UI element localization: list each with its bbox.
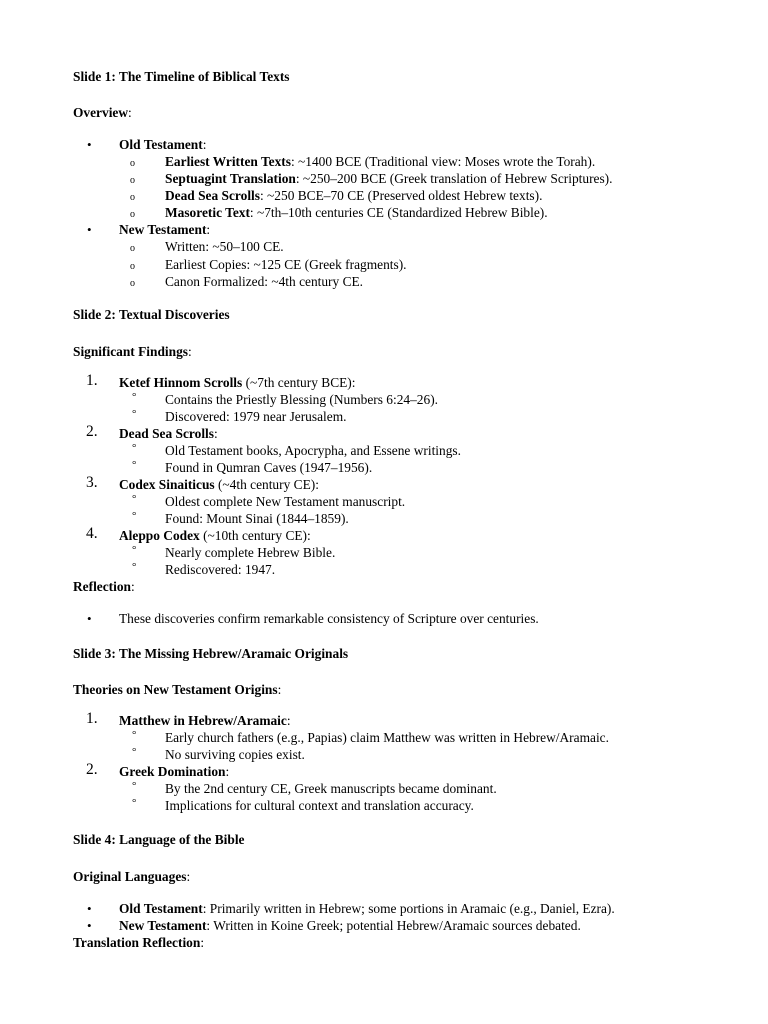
ot-subitem: Earliest Written Texts: ~1400 BCE (Traditional view: Moses wrote the Torah). xyxy=(165,154,596,169)
sub-marker: ° xyxy=(132,746,137,758)
sub-marker: ° xyxy=(132,544,137,556)
ot-subitem: Dead Sea Scrolls: ~250 BCE–70 CE (Preserved oldest Hebrew texts). xyxy=(165,188,543,203)
sub-marker: ° xyxy=(132,561,137,573)
sub-marker: ° xyxy=(132,408,137,420)
new-testament-item: New Testament: xyxy=(119,222,211,237)
finding-subitem: Oldest complete New Testament manuscript. xyxy=(165,494,406,509)
theory-subitem: Implications for cultural context and translation accuracy. xyxy=(165,798,474,813)
languages-heading: Original Languages: xyxy=(73,869,191,884)
sub-bullet: o xyxy=(130,278,135,289)
finding-item: Ketef Hinnom Scrolls (~7th century BCE): xyxy=(119,375,356,390)
nt-subitem: Earliest Copies: ~125 CE (Greek fragments). xyxy=(165,257,407,272)
finding-subitem: Contains the Priestly Blessing (Numbers 6:24–26). xyxy=(165,392,439,407)
sub-bullet: o xyxy=(130,261,135,272)
list-number: 4. xyxy=(86,525,98,542)
finding-subitem: Rediscovered: 1947. xyxy=(165,562,276,577)
finding-item: Dead Sea Scrolls: xyxy=(119,426,218,441)
bullet: • xyxy=(87,901,92,916)
sub-marker: ° xyxy=(132,459,137,471)
reflection-item: These discoveries confirm remarkable consistency of Scripture over centuries. xyxy=(119,611,539,626)
sub-bullet: o xyxy=(130,175,135,186)
sub-bullet: o xyxy=(130,209,135,220)
theories-heading: Theories on New Testament Origins: xyxy=(73,682,282,697)
list-number: 3. xyxy=(86,474,98,491)
sub-marker: ° xyxy=(132,780,137,792)
sub-marker: ° xyxy=(132,391,137,403)
sub-marker: ° xyxy=(132,493,137,505)
finding-subitem: Old Testament books, Apocrypha, and Essene writings. xyxy=(165,443,461,458)
slide3-title: Slide 3: The Missing Hebrew/Aramaic Originals xyxy=(73,646,349,661)
nt-subitem: Canon Formalized: ~4th century CE. xyxy=(165,274,364,289)
bullet: • xyxy=(87,611,92,626)
sub-marker: ° xyxy=(132,729,137,741)
ot-subitem: Septuagint Translation: ~250–200 BCE (Greek translation of Hebrew Scriptures). xyxy=(165,171,613,186)
bullet: • xyxy=(87,137,92,152)
reflection-heading: Reflection: xyxy=(73,579,135,594)
slide2-title: Slide 2: Textual Discoveries xyxy=(73,307,230,322)
sub-marker: ° xyxy=(132,510,137,522)
theory-item: Matthew in Hebrew/Aramaic: xyxy=(119,713,291,728)
nt-subitem: Written: ~50–100 CE. xyxy=(165,239,284,254)
list-number: 2. xyxy=(86,423,98,440)
finding-subitem: Nearly complete Hebrew Bible. xyxy=(165,545,336,560)
theory-item: Greek Domination: xyxy=(119,764,230,779)
sub-bullet: o xyxy=(130,158,135,169)
list-number: 1. xyxy=(86,372,98,389)
finding-subitem: Found in Qumran Caves (1947–1956). xyxy=(165,460,373,475)
theory-subitem: By the 2nd century CE, Greek manuscripts became dominant. xyxy=(165,781,497,796)
list-number: 1. xyxy=(86,710,98,727)
language-item: New Testament: Written in Koine Greek; potential Hebrew/Aramaic sources debated. xyxy=(119,918,581,933)
overview-heading: Overview: xyxy=(73,105,132,120)
theory-subitem: No surviving copies exist. xyxy=(165,747,305,762)
finding-subitem: Found: Mount Sinai (1844–1859). xyxy=(165,511,349,526)
sub-marker: ° xyxy=(132,797,137,809)
finding-subitem: Discovered: 1979 near Jerusalem. xyxy=(165,409,347,424)
old-testament-item: Old Testament: xyxy=(119,137,207,152)
ot-subitem: Masoretic Text: ~7th–10th centuries CE (Standardized Hebrew Bible). xyxy=(165,205,548,220)
slide4-title: Slide 4: Language of the Bible xyxy=(73,832,245,847)
findings-heading: Significant Findings: xyxy=(73,344,192,359)
bullet: • xyxy=(87,918,92,933)
list-number: 2. xyxy=(86,761,98,778)
finding-item: Codex Sinaiticus (~4th century CE): xyxy=(119,477,319,492)
sub-bullet: o xyxy=(130,243,135,254)
translation-heading: Translation Reflection: xyxy=(73,935,205,950)
finding-item: Aleppo Codex (~10th century CE): xyxy=(119,528,311,543)
sub-marker: ° xyxy=(132,442,137,454)
bullet: • xyxy=(87,222,92,237)
theory-subitem: Early church fathers (e.g., Papias) claim Matthew was written in Hebrew/Aramaic. xyxy=(165,730,609,745)
language-item: Old Testament: Primarily written in Hebrew; some portions in Aramaic (e.g., Daniel, Ezra). xyxy=(119,901,615,916)
sub-bullet: o xyxy=(130,192,135,203)
slide1-title: Slide 1: The Timeline of Biblical Texts xyxy=(73,69,290,84)
